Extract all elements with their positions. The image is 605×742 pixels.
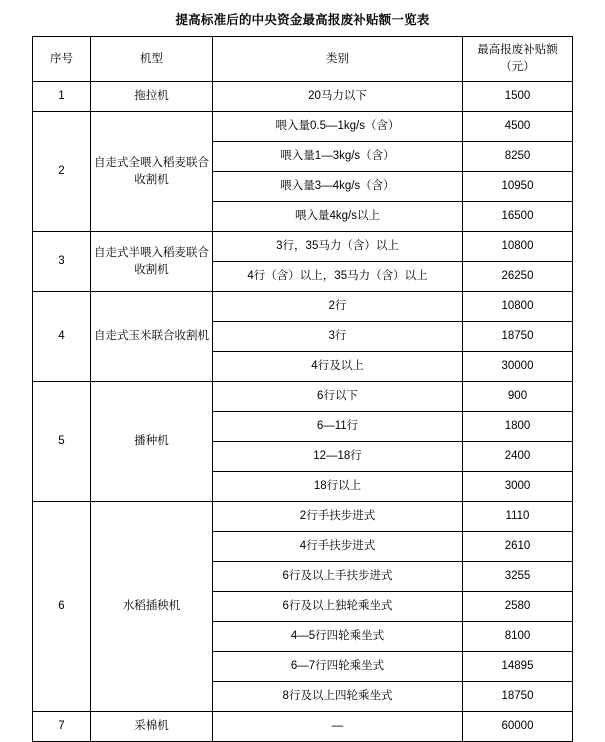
amount-cell: 18750 bbox=[463, 322, 573, 352]
amount-cell: 60000 bbox=[463, 712, 573, 742]
category-cell: 6行以下 bbox=[213, 382, 463, 412]
machine-type-cell: 水稻插秧机 bbox=[91, 502, 213, 712]
amount-cell: 4500 bbox=[463, 112, 573, 142]
row-index-cell: 3 bbox=[33, 232, 91, 292]
table-header bbox=[33, 37, 573, 82]
table-row bbox=[33, 112, 573, 142]
header-cell-machine: 机型 bbox=[91, 37, 213, 82]
header-cell-amount: 最高报废补贴额（元） bbox=[463, 37, 573, 82]
amount-cell: 8100 bbox=[463, 622, 573, 652]
machine-type-cell: 采棉机 bbox=[91, 712, 213, 742]
header-cell-category: 类别 bbox=[213, 37, 463, 82]
amount-cell: 16500 bbox=[463, 202, 573, 232]
table-row bbox=[33, 82, 573, 112]
category-cell: 8行及以上四轮乘坐式 bbox=[213, 682, 463, 712]
amount-cell: 900 bbox=[463, 382, 573, 412]
machine-type-cell: 拖拉机 bbox=[91, 82, 213, 112]
table-row bbox=[33, 382, 573, 412]
subsidy-table bbox=[32, 36, 573, 742]
category-cell: 18行以上 bbox=[213, 472, 463, 502]
table-row bbox=[33, 232, 573, 262]
amount-cell: 2610 bbox=[463, 532, 573, 562]
header-cell-index: 序号 bbox=[33, 37, 91, 82]
category-cell: 4行手扶步进式 bbox=[213, 532, 463, 562]
row-index-cell: 1 bbox=[33, 82, 91, 112]
row-index-cell: 6 bbox=[33, 502, 91, 712]
table-row bbox=[33, 712, 573, 742]
table-body bbox=[33, 82, 573, 742]
amount-cell: 3000 bbox=[463, 472, 573, 502]
machine-type-cell: 自走式全喂入稻麦联合收割机 bbox=[91, 112, 213, 232]
category-cell: 喂入量4kg/s以上 bbox=[213, 202, 463, 232]
category-cell: 6—7行四轮乘坐式 bbox=[213, 652, 463, 682]
amount-cell: 1110 bbox=[463, 502, 573, 532]
category-cell: 喂入量1—3kg/s（含） bbox=[213, 142, 463, 172]
amount-cell: 3255 bbox=[463, 562, 573, 592]
amount-cell: 18750 bbox=[463, 682, 573, 712]
amount-cell: 10800 bbox=[463, 292, 573, 322]
category-cell: 4行及以上 bbox=[213, 352, 463, 382]
amount-cell: 30000 bbox=[463, 352, 573, 382]
category-cell: 3行，35马力（含）以上 bbox=[213, 232, 463, 262]
amount-cell: 10950 bbox=[463, 172, 573, 202]
category-cell: 4—5行四轮乘坐式 bbox=[213, 622, 463, 652]
amount-cell: 1500 bbox=[463, 82, 573, 112]
category-cell: 12—18行 bbox=[213, 442, 463, 472]
table-row bbox=[33, 502, 573, 532]
category-cell: 6—11行 bbox=[213, 412, 463, 442]
machine-type-cell: 自走式半喂入稻麦联合收割机 bbox=[91, 232, 213, 292]
amount-cell: 10800 bbox=[463, 232, 573, 262]
category-cell: 喂入量3—4kg/s（含） bbox=[213, 172, 463, 202]
row-index-cell: 5 bbox=[33, 382, 91, 502]
amount-cell: 26250 bbox=[463, 262, 573, 292]
category-cell: 6行及以上独轮乘坐式 bbox=[213, 592, 463, 622]
amount-cell: 2400 bbox=[463, 442, 573, 472]
row-index-cell: 4 bbox=[33, 292, 91, 382]
category-cell: 6行及以上手扶步进式 bbox=[213, 562, 463, 592]
amount-cell: 8250 bbox=[463, 142, 573, 172]
amount-cell: 2580 bbox=[463, 592, 573, 622]
machine-type-cell: 播种机 bbox=[91, 382, 213, 502]
category-cell: 喂入量0.5—1kg/s（含） bbox=[213, 112, 463, 142]
category-cell: 2行手扶步进式 bbox=[213, 502, 463, 532]
page-title: 提高标准后的中央资金最高报废补贴额一览表 bbox=[175, 13, 430, 27]
category-cell: 3行 bbox=[213, 322, 463, 352]
category-cell: 2行 bbox=[213, 292, 463, 322]
category-cell: — bbox=[213, 712, 463, 742]
table-row bbox=[33, 292, 573, 322]
row-index-cell: 7 bbox=[33, 712, 91, 742]
amount-cell: 1800 bbox=[463, 412, 573, 442]
machine-type-cell: 自走式玉米联合收割机 bbox=[91, 292, 213, 382]
category-cell: 20马力以下 bbox=[213, 82, 463, 112]
category-cell: 4行（含）以上，35马力（含）以上 bbox=[213, 262, 463, 292]
header-row bbox=[33, 37, 573, 82]
amount-cell: 14895 bbox=[463, 652, 573, 682]
row-index-cell: 2 bbox=[33, 112, 91, 232]
